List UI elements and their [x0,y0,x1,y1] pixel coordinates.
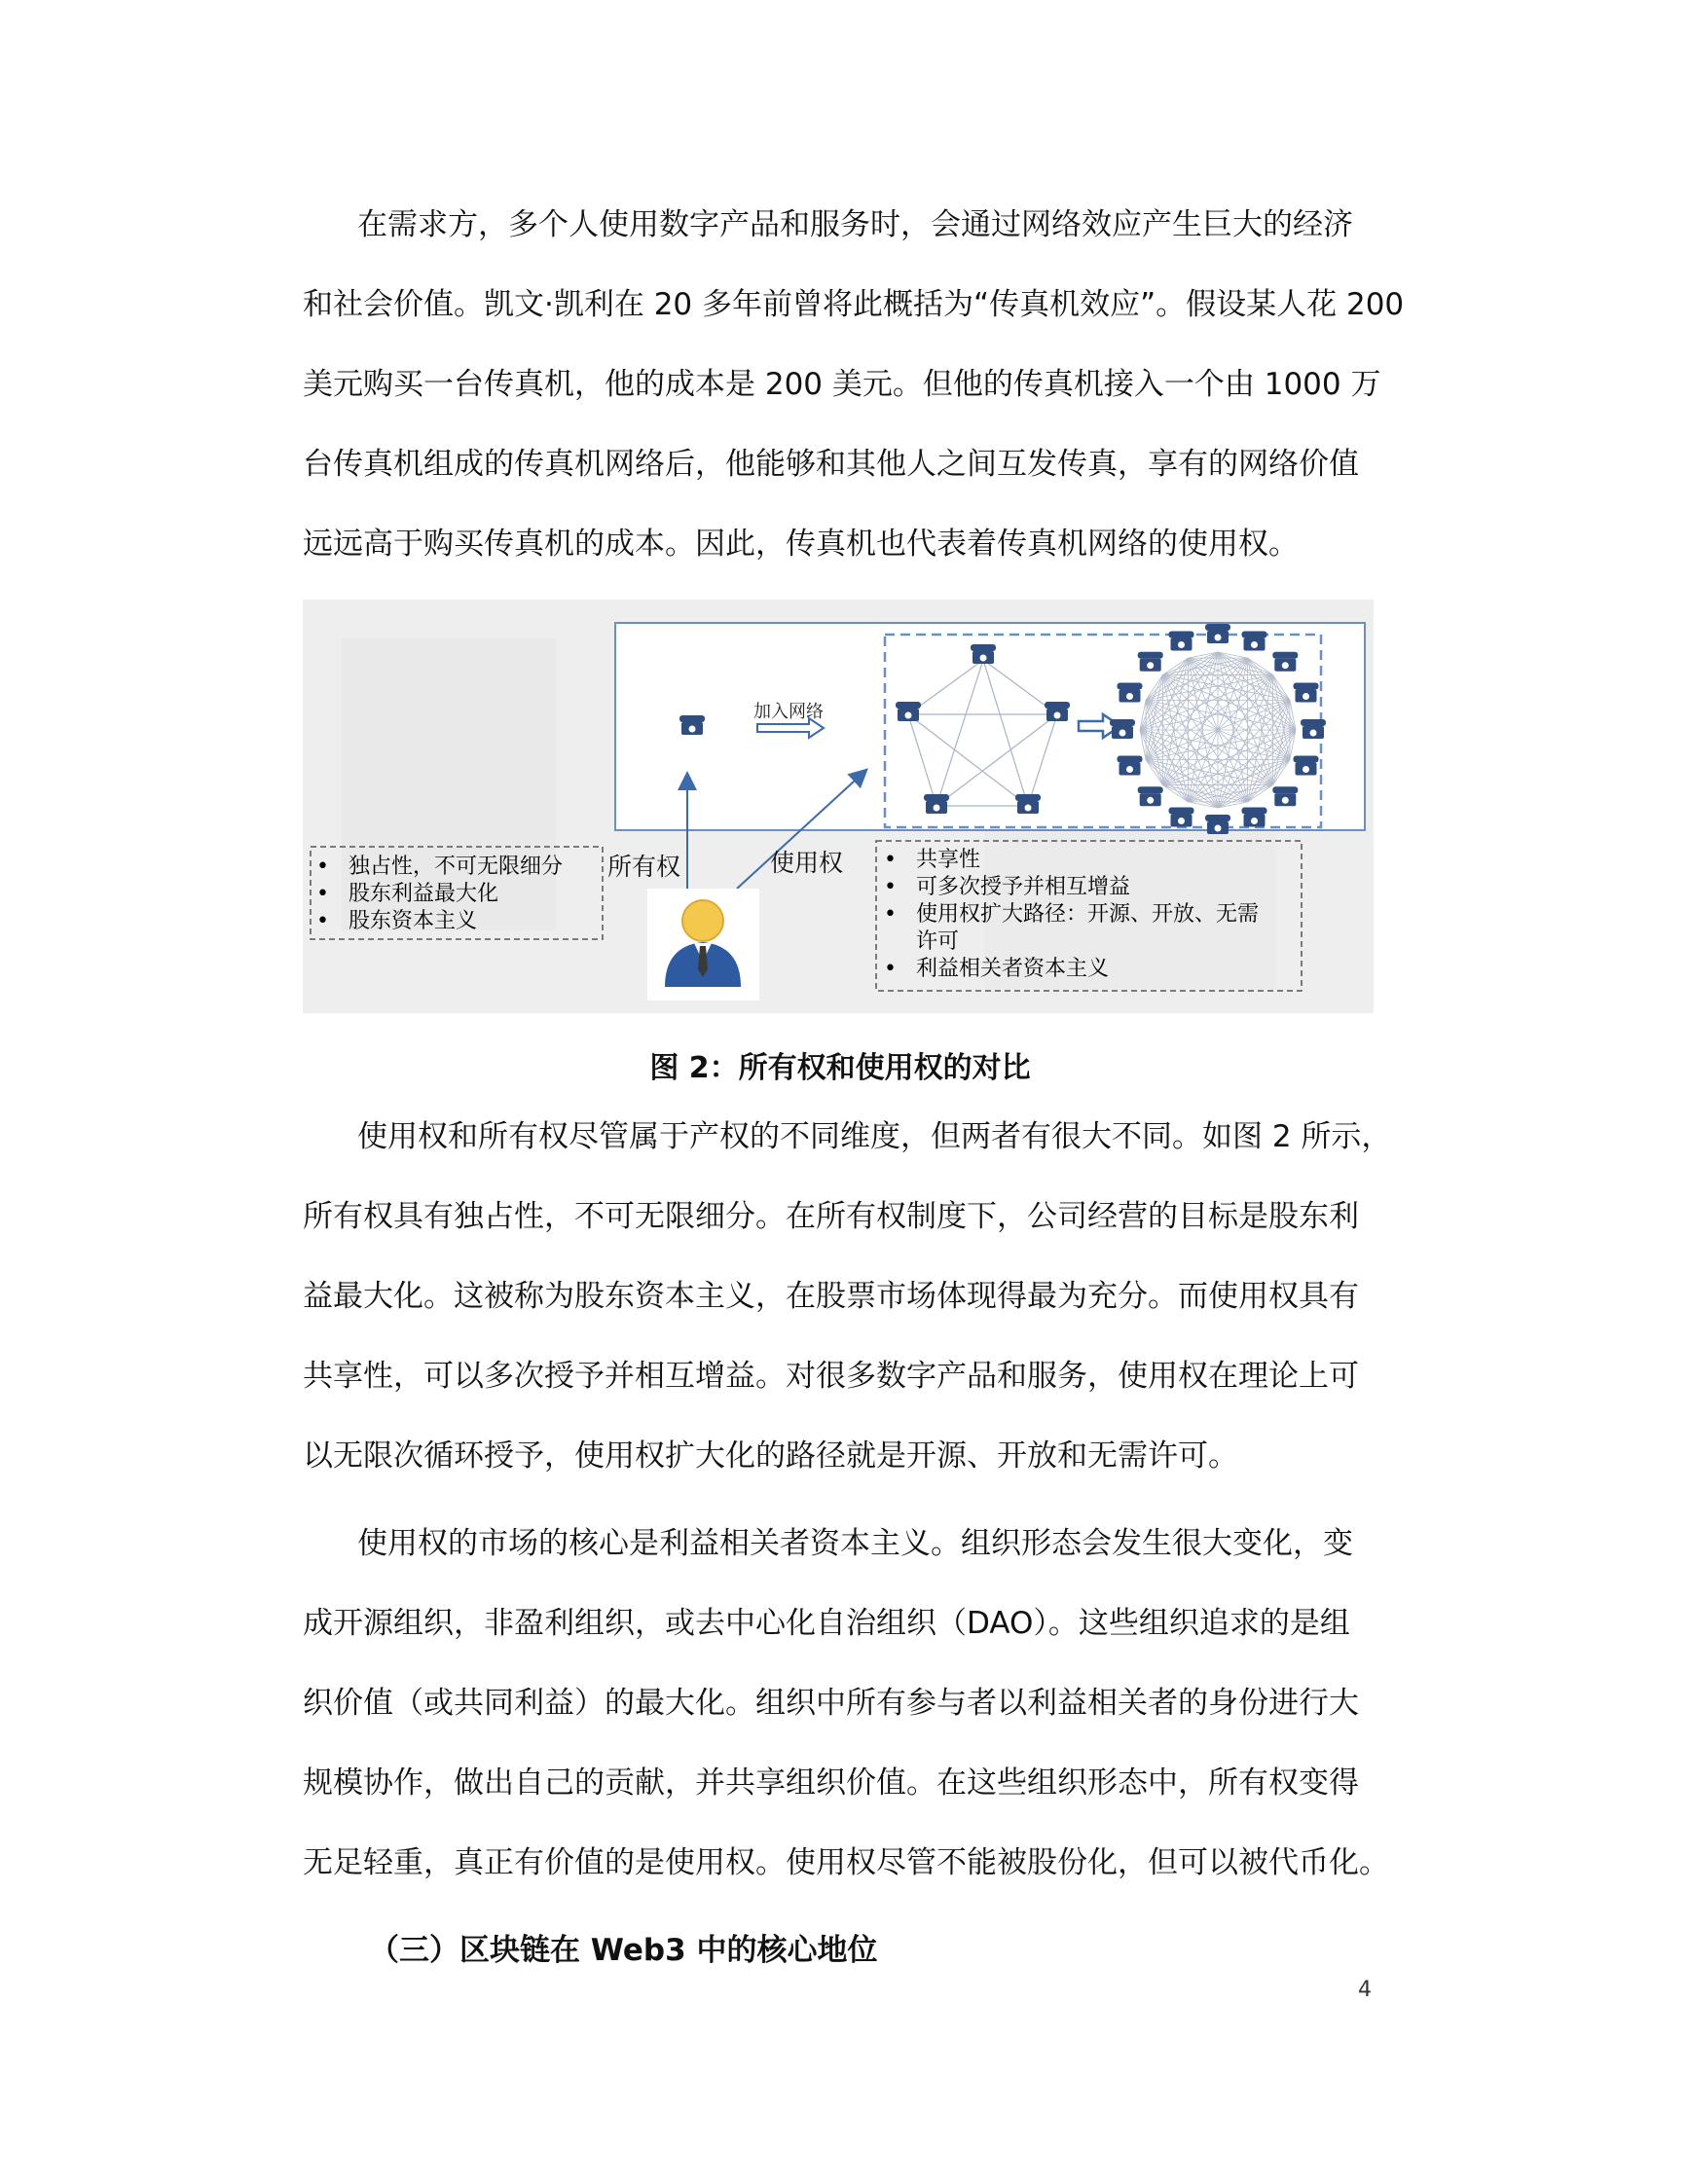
phone-icon [1294,683,1319,703]
text-line: 共享性，可以多次授予并相互增益。对很多数字产品和服务，使用权在理论上可 [303,1359,1359,1394]
phone-icon [1242,632,1267,651]
text-line: 规模协作，做出自己的贡献，并共享组织价值。在这些组织形态中，所有权变得 [303,1765,1359,1801]
ownership-vs-usage-figure [303,600,1374,1013]
usage-trait: 共享性 [916,848,981,872]
text-line: 远远高于购买传真机的成本。因此，传真机也代表着传真机网络的使用权。 [303,527,1299,562]
text-line: 和社会价值。凯文·凯利在 20 多年前曾将此概括为“传真机效应”。假设某人花 200 [303,287,1405,322]
phone-icon [1015,794,1041,814]
phone-icon [1169,808,1194,827]
text-line: 成开源组织，非盈利组织，或去中心化自治组织（DAO）。这些组织追求的是组 [303,1606,1350,1641]
text-line: 使用权的市场的核心是利益相关者资本主义。组织形态会发生很大变化，变 [357,1526,1353,1561]
text-line: 织价值（或共同利益）的最大化。组织中所有参与者以利益相关者的身份进行大 [303,1686,1359,1721]
phone-icon [1294,756,1319,776]
phone-icon [1272,786,1298,806]
person-avatar [647,889,759,1001]
usage-label: 使用权 [770,849,844,877]
bullet: • [316,882,329,906]
bullet: • [884,902,897,927]
paragraph-fax-effect [303,185,1405,584]
bullet: • [316,855,329,879]
phone-icon [1118,756,1143,776]
text-line: 台传真机组成的传真机网络后，他能够和其他人之间互发传真，享有的网络价值 [303,447,1359,482]
usage-trait: 使用权扩大路径：开源、开放、无需 [916,902,1260,927]
ownership-trait: 股东利益最大化 [349,882,499,906]
phone-icon [1242,808,1267,827]
bullet: • [316,909,329,933]
text-line: 无足轻重，真正有价值的是使用权。使用权尽管不能被股份化，但可以被代币化。 [303,1845,1389,1880]
phone-icon [1045,702,1070,721]
phone-icon [1205,815,1230,834]
join-network-label: 加入网络 [753,702,824,722]
usage-trait: 利益相关者资本主义 [916,957,1110,981]
paragraph-comparison [303,1097,1392,1496]
phone-icon [1138,786,1163,806]
section-heading: （三）区块链在 Web3 中的核心地位 [369,1933,878,1968]
text-line: 美元购买一台传真机，他的成本是 200 美元。但他的传真机接入一个由 1000 万 [303,367,1381,402]
ownership-label: 所有权 [607,853,681,881]
ownership-trait: 独占性，不可无限细分 [349,855,564,879]
phone-icon [1110,719,1135,739]
single-phone-icon [679,715,705,735]
usage-trait-continued: 许可 [916,929,960,954]
text-line: 使用权和所有权尽管属于产权的不同维度，但两者有很大不同。如图 2 所示， [357,1119,1392,1154]
text-line: 以无限次循环授予，使用权扩大化的路径就是开源、开放和无需许可。 [303,1438,1238,1474]
paragraph-stakeholder [303,1504,1389,1903]
phone-icon [1272,652,1298,672]
text-line: 益最大化。这被称为股东资本主义，在股票市场体现得最为充分。而使用权具有 [303,1279,1359,1314]
phone-icon [1301,719,1326,739]
figure-caption: 图 2：所有权和使用权的对比 [649,1051,1031,1085]
phone-icon [1138,652,1163,672]
large-network-lines [1140,652,1296,808]
page-number: 4 [1358,1978,1372,2002]
text-line: 在需求方，多个人使用数字产品和服务时，会通过网络效应产生巨大的经济 [357,207,1353,242]
phone-icon [1205,624,1230,643]
bullet: • [884,957,897,981]
phone-icon [924,794,949,814]
bullet: • [884,848,897,872]
phone-icon [896,702,921,721]
phone-icon [1118,683,1143,703]
text-line: 所有权具有独占性，不可无限细分。在所有权制度下，公司经营的目标是股东利 [303,1199,1359,1234]
phone-icon [1169,632,1194,651]
usage-trait: 可多次授予并相互增益 [916,875,1131,899]
ownership-trait: 股东资本主义 [349,909,478,933]
phone-icon [971,644,996,664]
bullet: • [884,875,897,899]
